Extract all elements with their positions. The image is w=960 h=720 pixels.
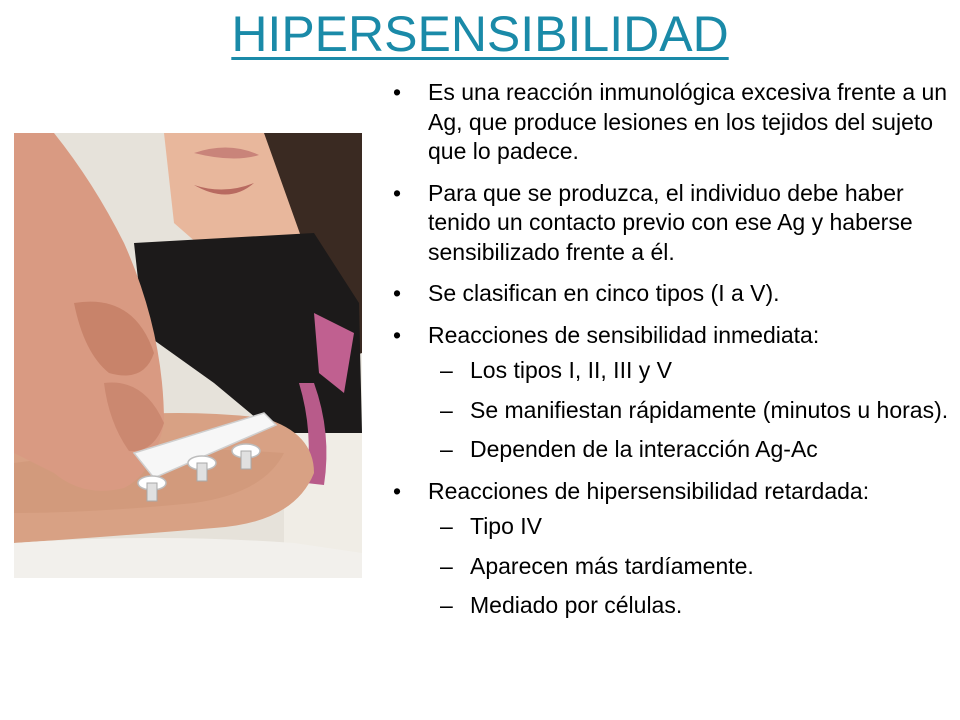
sub-bullet-text: Dependen de la interacción Ag-Ac bbox=[470, 436, 818, 462]
bullet-dot-icon: • bbox=[393, 79, 402, 105]
dash-icon: – bbox=[440, 552, 453, 579]
sub-bullet-text: Tipo IV bbox=[470, 513, 543, 539]
slide-title: HIPERSENSIBILIDAD bbox=[231, 6, 729, 62]
bullet-text: Reacciones de sensibilidad inmediata: bbox=[428, 321, 820, 348]
bullet-text: Es una reacción inmunológica excesiva frente a un Ag, que produce lesiones en los tejidos del sujeto que lo padece. bbox=[428, 79, 948, 164]
bullet-list bbox=[388, 78, 954, 621]
sub-bullet-item bbox=[388, 552, 954, 582]
bullet-item bbox=[388, 179, 954, 268]
bullet-text: Se clasifican en cinco tipos (I a V). bbox=[428, 280, 780, 306]
dash-icon: – bbox=[440, 396, 453, 423]
bullet-dot-icon: • bbox=[393, 477, 402, 504]
sub-bullet-item bbox=[388, 356, 954, 386]
bullet-item bbox=[388, 477, 954, 621]
sub-bullet-item bbox=[388, 396, 954, 426]
dash-icon: – bbox=[440, 357, 453, 383]
skin-prick-test-photo bbox=[14, 133, 362, 578]
sub-bullet-list bbox=[428, 512, 954, 621]
bullet-content bbox=[388, 78, 954, 633]
bullet-text: Reacciones de hipersensibilidad retardada: bbox=[428, 477, 870, 504]
sub-bullet-item bbox=[388, 512, 954, 542]
bullet-dot-icon: • bbox=[393, 179, 402, 206]
dash-icon: – bbox=[440, 513, 453, 539]
dash-icon: – bbox=[440, 436, 453, 462]
bullet-dot-icon: • bbox=[393, 321, 402, 348]
bullet-dot-icon: • bbox=[393, 280, 402, 306]
sub-bullet-text: Mediado por células. bbox=[470, 592, 683, 618]
sub-bullet-item bbox=[388, 591, 954, 621]
bullet-item bbox=[388, 78, 954, 167]
dash-icon: – bbox=[440, 592, 453, 618]
sub-bullet-text: Los tipos I, II, III y V bbox=[470, 357, 672, 383]
bullet-text: Para que se produzca, el individuo debe haber tenido un contacto previo con ese Ag y haberse sensibilizado frente a él. bbox=[428, 179, 913, 265]
sub-bullet-list bbox=[428, 356, 954, 465]
bullet-item bbox=[388, 321, 954, 465]
bullet-item bbox=[388, 279, 954, 309]
sub-bullet-text: Se manifiestan rápidamente (minutos u horas). bbox=[470, 396, 949, 423]
sub-bullet-item bbox=[388, 435, 954, 465]
sub-bullet-text: Aparecen más tardíamente. bbox=[470, 552, 754, 579]
